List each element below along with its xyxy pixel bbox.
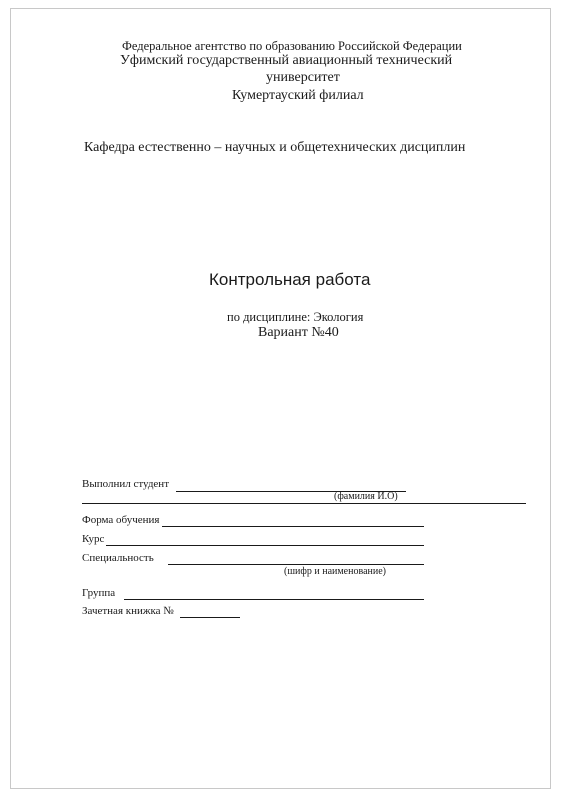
group-field[interactable] <box>124 599 424 600</box>
header-branch: Кумертауский филиал <box>232 88 364 103</box>
study-form-field[interactable] <box>162 526 424 527</box>
record-book-field[interactable] <box>180 617 240 618</box>
header-university-cont: университет <box>266 70 340 85</box>
header-agency: Федеральное агентство по образованию Российской Федерации <box>122 39 462 53</box>
group-label: Группа <box>82 587 116 599</box>
student-label: Выполнил студент <box>82 478 169 490</box>
variant-line: Вариант №40 <box>258 325 339 340</box>
study-form-label: Форма обучения <box>82 514 160 526</box>
record-book-label: Зачетная книжка № <box>82 605 174 617</box>
specialty-label: Специальность <box>82 552 154 564</box>
header-university: Уфимский государственный авиационный технический <box>120 53 453 68</box>
subject-line: по дисциплине: Экология <box>227 310 364 324</box>
document-page <box>10 8 551 789</box>
specialty-field[interactable] <box>168 564 424 565</box>
specialty-hint: (шифр и наименование) <box>284 566 386 577</box>
department-title: Кафедра естественно – научных и общетехнических дисциплин <box>84 140 466 155</box>
document-title: Контрольная работа <box>209 270 371 289</box>
course-field[interactable] <box>106 545 424 546</box>
course-label: Курс <box>82 533 105 545</box>
student-full-line[interactable] <box>82 503 526 504</box>
student-hint: (фамилия И.О) <box>334 491 398 502</box>
